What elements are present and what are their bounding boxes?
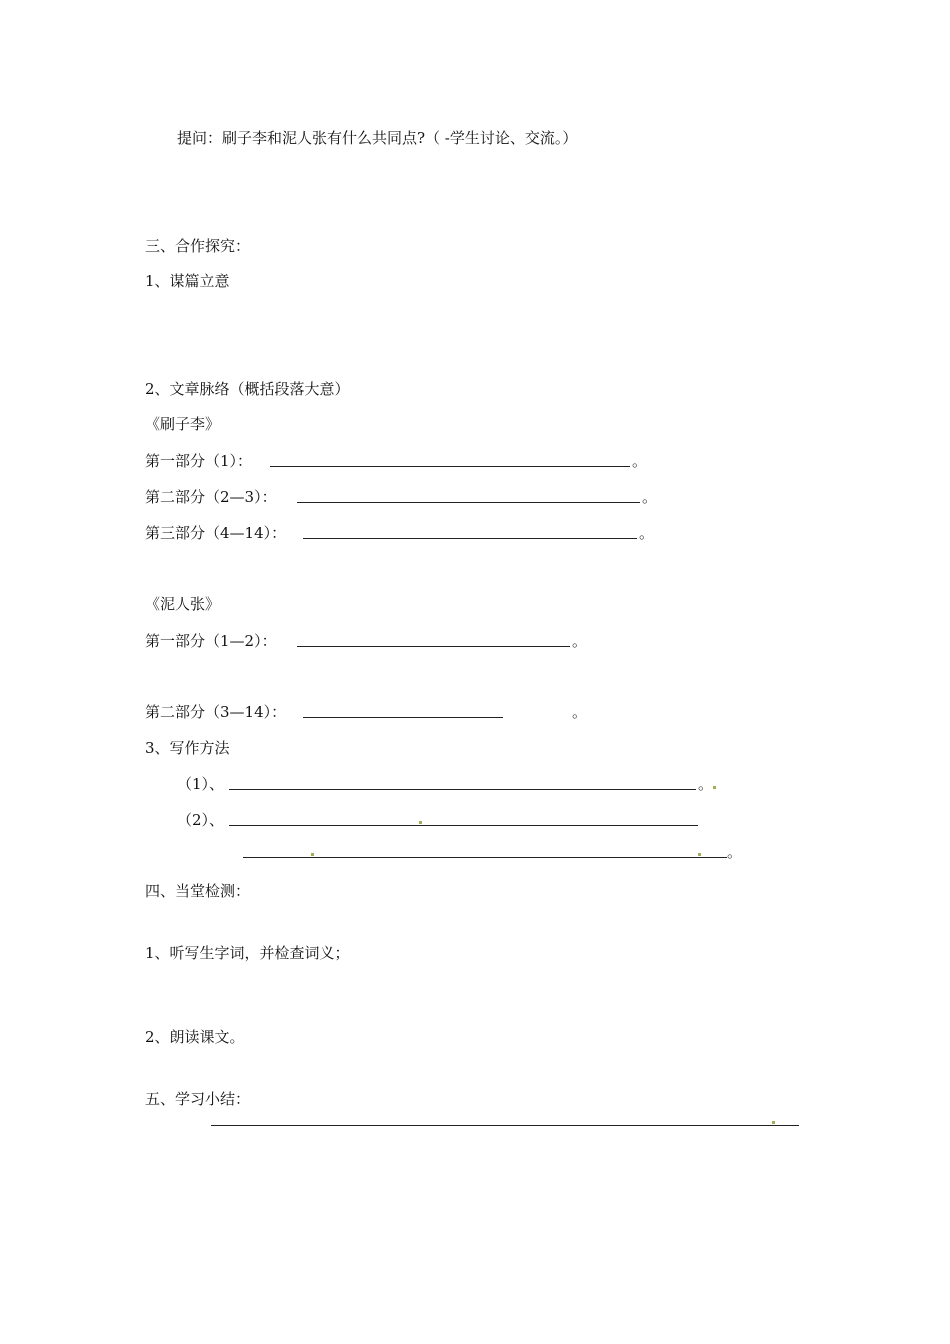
text1-part3-blank[interactable]: [303, 538, 637, 539]
period-mark: 。: [572, 703, 588, 721]
section4-item1: 1、听写生字词，并检查词义；: [145, 944, 350, 962]
section5-heading: 五、学习小结：: [145, 1090, 251, 1108]
marker-dot: [713, 786, 716, 789]
text2-part2-label: 第二部分（3—14）：: [145, 703, 287, 721]
method2-blank-continued[interactable]: [243, 857, 727, 858]
text1-part1-blank[interactable]: [270, 466, 630, 467]
summary-blank[interactable]: [211, 1125, 799, 1126]
discussion-question: 提问：刷子李和泥人张有什么共同点?（ -学生讨论、交流。）: [177, 129, 578, 147]
section3-item3: 3、写作方法: [145, 739, 230, 757]
marker-dot: [772, 1121, 775, 1124]
marker-dot: [419, 821, 422, 824]
text1-title: 《刷子李》: [145, 415, 221, 433]
section3-item2: 2、文章脉络（概括段落大意）: [145, 380, 350, 398]
method2-label: （2）、: [177, 811, 225, 829]
text2-part1-label: 第一部分（1—2）：: [145, 632, 277, 650]
period-mark: 。: [572, 632, 588, 650]
method2-blank[interactable]: [229, 825, 698, 826]
marker-dot: [698, 853, 701, 856]
period-mark: 。: [727, 843, 743, 861]
text1-part3-label: 第三部分（4—14）：: [145, 524, 287, 542]
text2-title: 《泥人张》: [145, 595, 221, 613]
text2-part2-blank[interactable]: [303, 717, 503, 718]
section3-item1: 1、谋篇立意: [145, 272, 230, 290]
section4-item2: 2、朗读课文。: [145, 1028, 245, 1046]
text1-part1-label: 第一部分（1）：: [145, 452, 253, 470]
section4-heading: 四、当堂检测：: [145, 882, 251, 900]
text2-part1-blank[interactable]: [297, 646, 570, 647]
section3-heading: 三、合作探究：: [145, 237, 251, 255]
period-mark: 。: [698, 775, 714, 793]
text1-part2-blank[interactable]: [297, 502, 640, 503]
text1-part2-label: 第二部分（2—3）：: [145, 488, 277, 506]
period-mark: 。: [632, 452, 648, 470]
period-mark: 。: [642, 488, 658, 506]
method1-blank[interactable]: [229, 789, 696, 790]
period-mark: 。: [639, 524, 655, 542]
method1-label: （1）、: [177, 775, 225, 793]
marker-dot: [311, 853, 314, 856]
